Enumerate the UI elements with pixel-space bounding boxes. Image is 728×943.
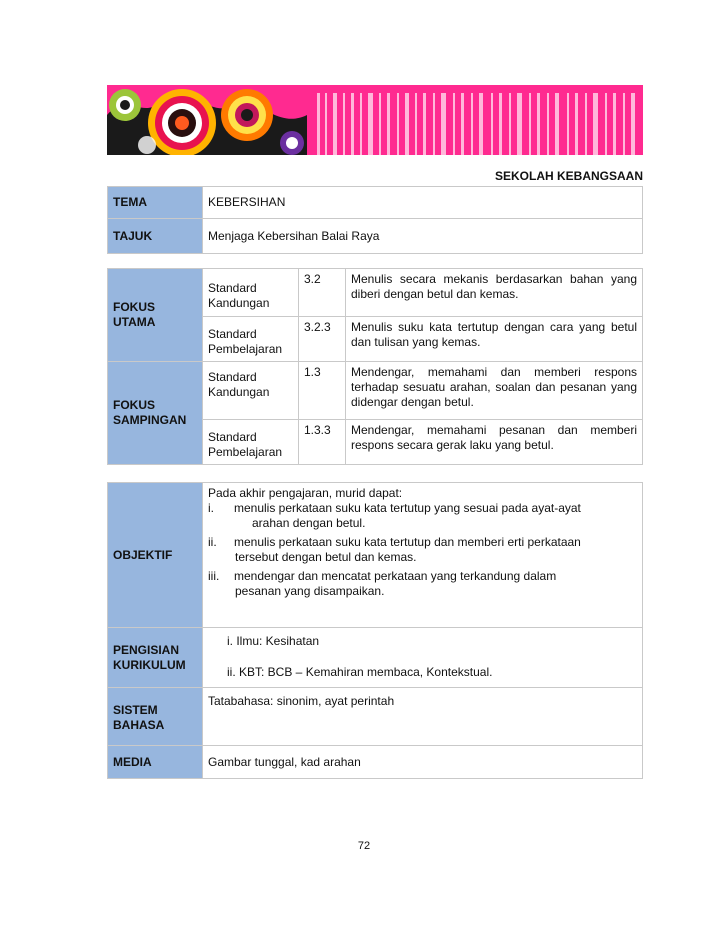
header-banner xyxy=(107,85,643,155)
fokus-code: 1.3 xyxy=(299,362,346,420)
school-name: SEKOLAH KEBANGSAAN xyxy=(494,169,643,183)
objektif-num: iii. xyxy=(208,569,220,583)
pengisian-item: i. Ilmu: Kesihatan xyxy=(227,634,320,648)
pengisian-content xyxy=(203,628,643,688)
fokus-desc: Mendengar, memahami dan memberi respons terhadap sesuatu arahan, soalan dan pesanan yang didengar dengan betul. xyxy=(346,362,643,420)
objektif-label: OBJEKTIF xyxy=(108,483,203,628)
sistem-label: SISTEM BAHASA xyxy=(108,688,203,746)
objektif-cont: tersebut dengan betul dan kemas. xyxy=(235,550,417,564)
fokus-code: 3.2.3 xyxy=(299,317,346,362)
fokus-desc: Mendengar, memahami pesanan dan memberi respons secara gerak laku yang betul. xyxy=(346,420,643,465)
objektif-num: ii. xyxy=(208,535,217,549)
objektif-cont: pesanan yang disampaikan. xyxy=(235,584,385,598)
media-label: MEDIA xyxy=(108,746,203,779)
fokus-type: Standard Kandungan xyxy=(203,269,299,317)
objektif-item xyxy=(208,569,637,599)
objektif-text: mendengar dan mencatat perkataan yang terkandung dalam xyxy=(234,569,557,583)
objektif-text: menulis perkataan suku kata tertutup dan memberi erti perkataan xyxy=(234,535,581,549)
tema-value: KEBERSIHAN xyxy=(203,187,643,219)
fokus-type: Standard Pembelajaran xyxy=(203,420,299,465)
tema-label: TEMA xyxy=(108,187,203,219)
objektif-cont: arahan dengan betul. xyxy=(252,516,366,530)
fokus-code: 1.3.3 xyxy=(299,420,346,465)
pengisian-item: ii. KBT: BCB – Kemahiran membaca, Kontekstual. xyxy=(227,665,493,679)
sistem-value: Tatabahasa: sinonim, ayat perintah xyxy=(203,688,643,746)
fokus-sampingan-label: FOKUS SAMPINGAN xyxy=(108,362,203,465)
objektif-item xyxy=(208,535,637,565)
objektif-content xyxy=(203,483,643,628)
tema-table xyxy=(107,186,643,254)
fokus-utama-label: FOKUS UTAMA xyxy=(108,269,203,362)
pengisian-label: PENGISIAN KURIKULUM xyxy=(108,628,203,688)
fokus-desc: Menulis secara mekanis berdasarkan bahan yang diberi dengan betul dan kemas. xyxy=(346,269,643,317)
objektif-item xyxy=(208,501,637,531)
objektif-text: menulis perkataan suku kata tertutup yang sesuai pada ayat-ayat xyxy=(234,501,581,515)
tajuk-value: Menjaga Kebersihan Balai Raya xyxy=(203,219,643,254)
objektif-num: i. xyxy=(208,501,214,515)
banner-graphic xyxy=(107,85,643,155)
fokus-table xyxy=(107,268,643,465)
fokus-desc: Menulis suku kata tertutup dengan cara yang betul dan tulisan yang kemas. xyxy=(346,317,643,362)
fokus-type: Standard Kandungan xyxy=(203,362,299,420)
tajuk-label: TAJUK xyxy=(108,219,203,254)
objektif-intro: Pada akhir pengajaran, murid dapat: xyxy=(208,486,403,500)
page-number: 72 xyxy=(357,840,371,852)
objektif-table xyxy=(107,482,643,779)
fokus-code: 3.2 xyxy=(299,269,346,317)
media-value: Gambar tunggal, kad arahan xyxy=(203,746,643,779)
fokus-type: Standard Pembelajaran xyxy=(203,317,299,362)
